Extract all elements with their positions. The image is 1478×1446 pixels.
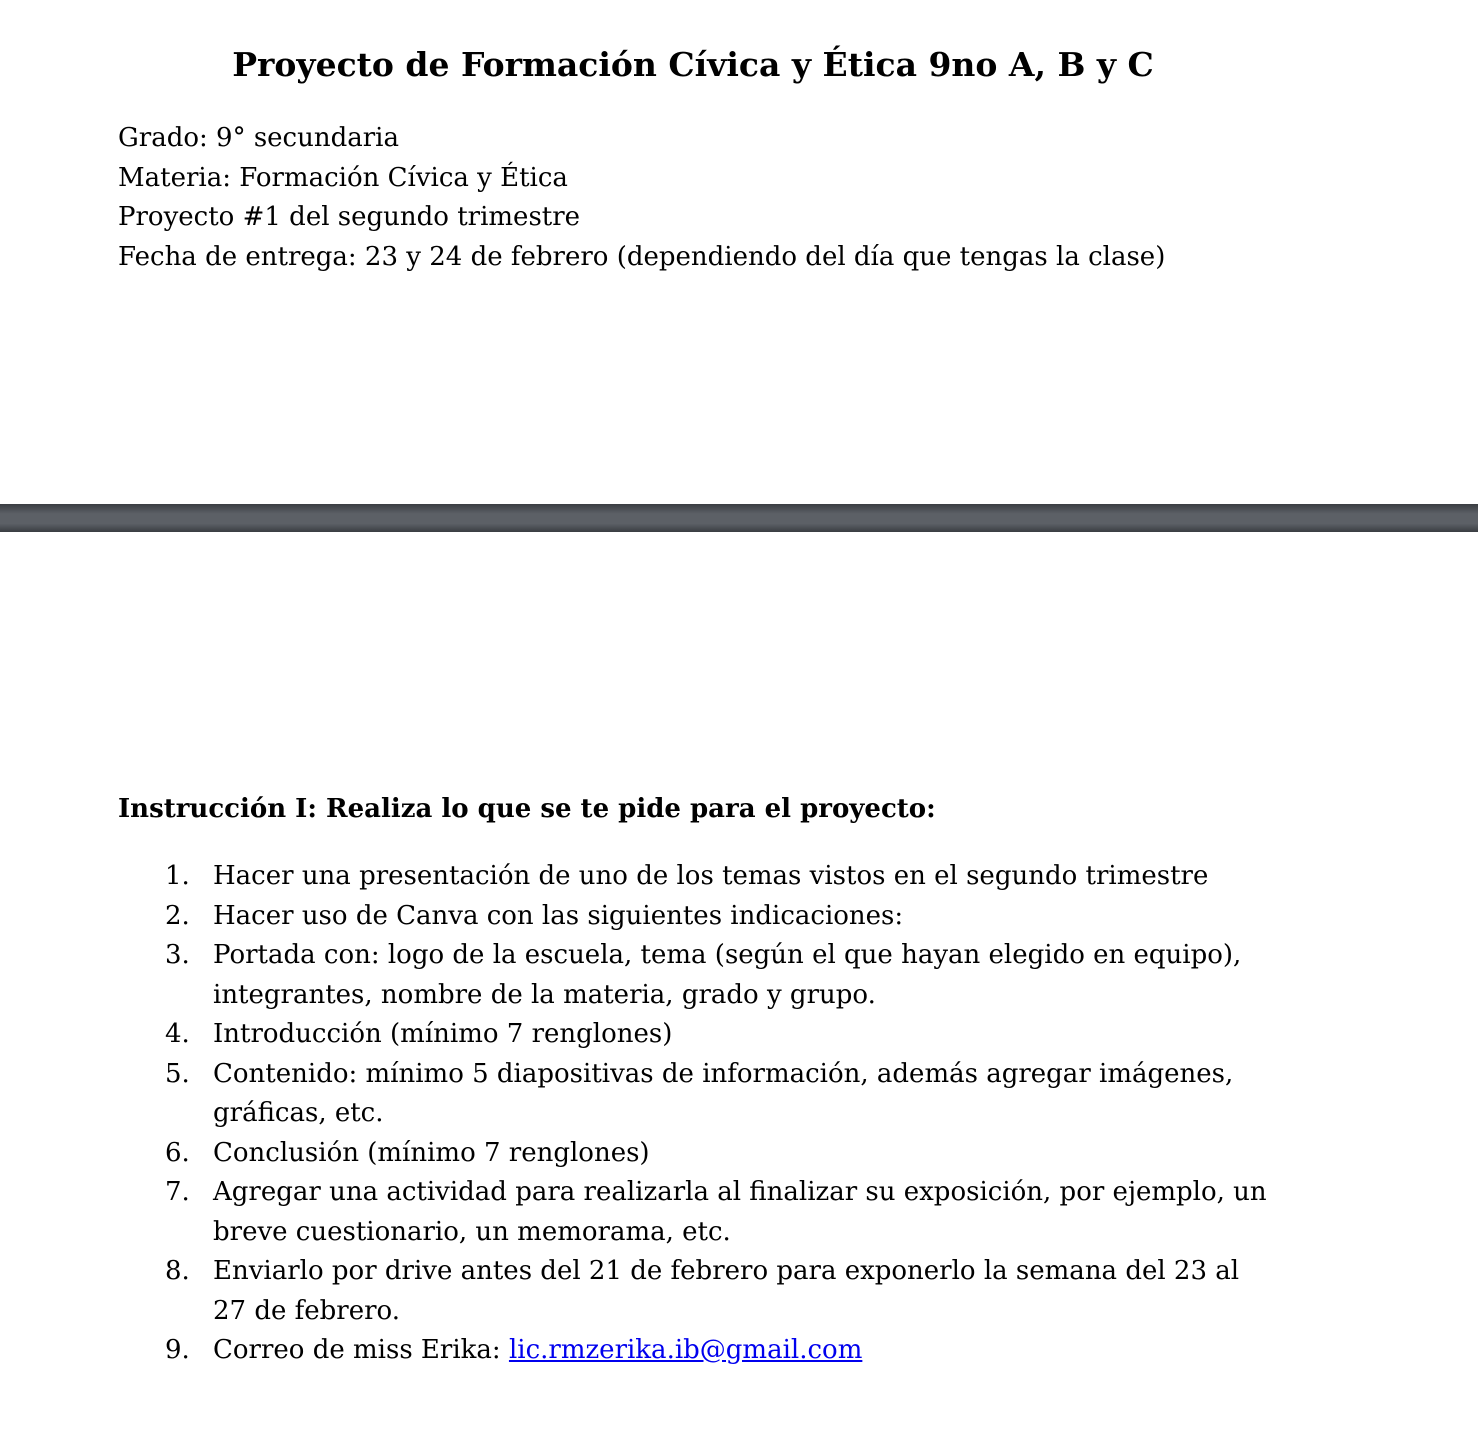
step-text: Conclusión (mínimo 7 renglones) xyxy=(213,1137,650,1168)
list-item xyxy=(0,1331,1273,1371)
page-1 xyxy=(0,0,1478,504)
email-label: Correo de miss Erika: xyxy=(213,1335,509,1365)
meta-grade: Grado: 9° secundaria xyxy=(118,123,399,153)
list-item xyxy=(0,936,1273,1015)
page-break-divider xyxy=(0,504,1478,532)
email-link[interactable]: lic.rmzerika.ib@gmail.com xyxy=(508,1335,863,1365)
step-text: Introducción (mínimo 7 renglones) xyxy=(213,1019,673,1049)
list-item xyxy=(0,1252,1273,1331)
meta-due-date: Fecha de entrega: 23 y 24 de febrero (dependiendo del día que tengas la clase) xyxy=(118,241,1166,272)
step-number: 9. xyxy=(165,1335,190,1365)
steps-list xyxy=(0,857,1273,1371)
step-text: Portada con: logo de la escuela, tema (según el que hayan elegido en equipo), integrantes, nombre de la materia, grado y grupo. xyxy=(213,940,1242,1010)
step-text: Contenido: mínimo 5 diapositivas de información, además agregar imágenes, gráficas, etc. xyxy=(213,1058,1234,1128)
step-text: Enviarlo por drive antes del 21 de febrero para exponerlo la semana del 23 al 27 de febrero. xyxy=(213,1256,1240,1326)
step-number: 8. xyxy=(165,1256,190,1286)
list-item xyxy=(0,1173,1273,1252)
step-text: Hacer uso de Canva con las siguientes indicaciones: xyxy=(213,900,904,931)
document-meta xyxy=(118,119,1165,277)
list-item xyxy=(0,1015,1273,1055)
document-title: Proyecto de Formación Cívica y Ética 9no A, B y C xyxy=(232,45,1154,84)
step-number: 1. xyxy=(165,861,190,891)
instruction-heading: Instrucción I: Realiza lo que se te pide para el proyecto: xyxy=(118,794,936,824)
meta-project: Proyecto #1 del segundo trimestre xyxy=(118,202,581,232)
step-number: 5. xyxy=(165,1058,190,1089)
step-number: 6. xyxy=(165,1137,190,1168)
list-item xyxy=(0,1134,1273,1174)
list-item xyxy=(0,857,1273,897)
list-item xyxy=(0,1055,1273,1134)
step-number: 3. xyxy=(165,940,190,970)
step-text-email xyxy=(213,1331,1273,1371)
step-text: Agregar una actividad para realizarla al finalizar su exposición, por ejemplo, un breve cuestionario, un memorama, etc. xyxy=(213,1177,1267,1247)
step-number: 2. xyxy=(165,900,190,931)
list-item xyxy=(0,897,1273,937)
meta-subject: Materia: Formación Cívica y Ética xyxy=(118,162,568,193)
step-text: Hacer una presentación de uno de los temas vistos en el segundo trimestre xyxy=(213,861,1209,891)
step-number: 4. xyxy=(165,1019,190,1049)
step-number: 7. xyxy=(165,1177,190,1207)
